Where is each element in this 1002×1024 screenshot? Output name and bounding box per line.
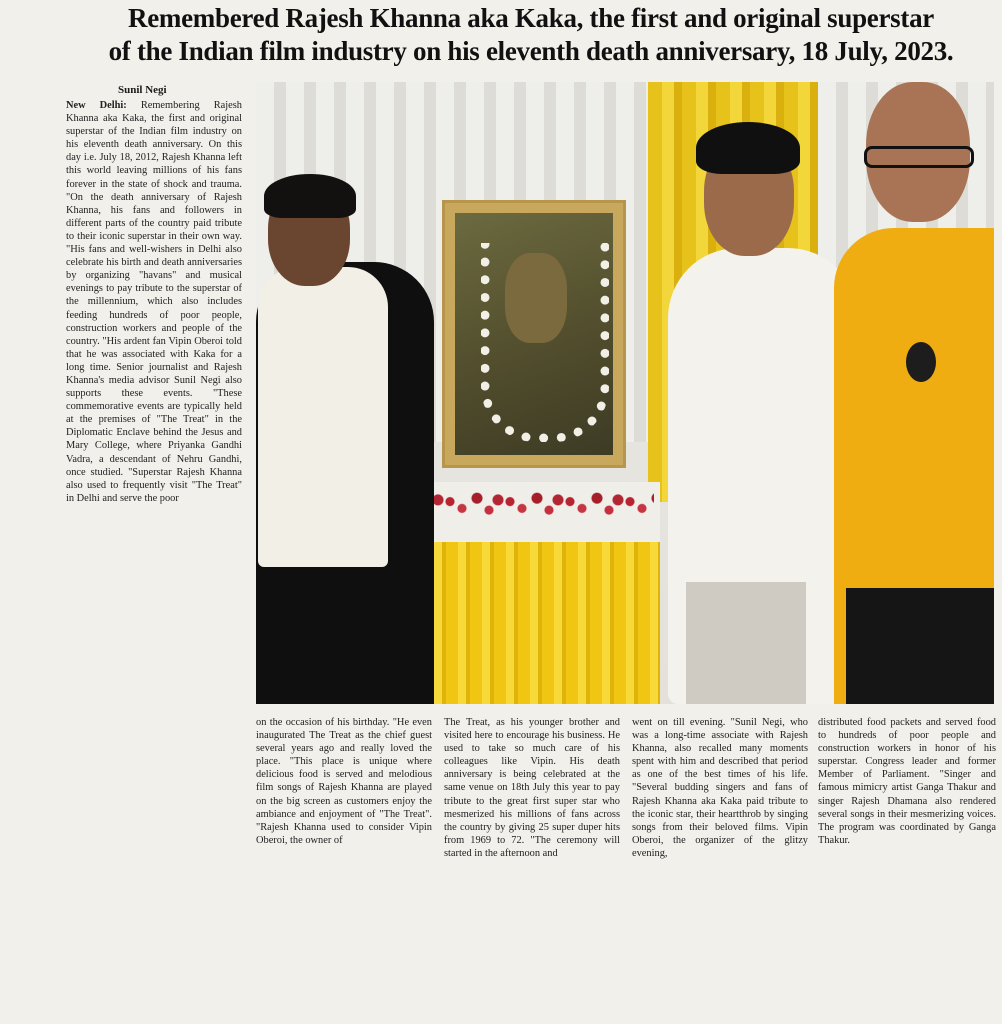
- person-3-badge: [906, 342, 936, 382]
- person-1-vest: [258, 267, 388, 567]
- portrait: [455, 213, 613, 455]
- article-column-3: The Treat, as his younger brother and visited here to encourage his business. He used to take so much care of his colleagues like Vipin. His death anniversary is being celebrated at the same venue on 18th July this year to pay tribute to the great first super star who mesmerized his millions of fans across the country by giving 25 super duper hits from 1969 to 72. "The ceremony will started in the afternoon and: [444, 717, 620, 859]
- person-2-legs: [686, 582, 806, 704]
- article-column-1-text: Remembering Rajesh Khanna aka Kaka, the first and original superstar of the Indian film industry on his eleventh death anniversary. On this day i.e. July 18, 2012, Rajesh Khanna left this world leaving millions of his fans forever in the state of shock and trauma. "On the death anniversary of Rajesh Khanna, his fans and followers in different parts of the country paid tribute to their iconic superstar in their own way. "His fans and well-wishers in Delhi also celebrate his birth and death anniversaries by organizing "havans" and musical evenings to pay tribute to the superstar of the millennium, which also includes feeding hundreds of poor people, construction workers and people of the country. "His ardent fan Vipin Oberoi told that he was associated with Kaka for a long time. Senior journalist and Rajesh Khanna's media advisor Sunil Negi also supports these events. "These commemorative events are typically held at the premises of "The Treat" in the Diplomatic Enclave behind the Jesus and Mary College, where Priyanka Gandhi Vadra, a descendant of Nehru Gandhi, once studied. "Superstar Rajesh Khanna also used to frequently visit "The Treat" in Delhi and serve the poor: [66, 100, 242, 504]
- article-column-1: [66, 99, 242, 1023]
- headline: [60, 2, 1002, 68]
- dateline: New Delhi:: [66, 100, 127, 111]
- article-column-5: distributed food packets and served food to hundreds of poor people and construction workers in honor of his superstar. Congress leader and former Member of Parliament. "Singer and famous mimicry artist Ganga Thakur and singer Rajesh Dhamana also rendered several songs in their mesmerizing voices. The program was coordinated by Ganga Thakur.: [818, 717, 996, 846]
- person-2-hair: [696, 122, 800, 174]
- event-photo: [256, 82, 994, 704]
- person-3-pants: [846, 588, 994, 704]
- article-column-2: on the occasion of his birthday. "He even inaugurated The Treat as the chief guest several years ago and really loved the place. "This place is unique where delicious food is served and melodious film songs of Rajesh Khanna are played on the big screen as customers enjoy the ambiance and enjoyment of "The Treat". "Rajesh Khanna used to consider Vipin Oberoi, the owner of: [256, 717, 432, 846]
- person-1-hair: [264, 174, 356, 218]
- byline: Sunil Negi: [118, 84, 167, 96]
- portrait-frame: [442, 200, 626, 468]
- flower-garland: [481, 243, 609, 442]
- person-3-glasses: [864, 146, 974, 168]
- article-column-4: went on till evening. "Sunil Negi, who was a long-time associate with Rajesh Khanna, also recalled many moments spent with him and described that period as one of the best times of his life. "Several budding singers and fans of Rajesh Khanna aka Kaka paid tribute to the iconic star, their heartthrob by singing songs from their beloved films. Vipin Oberoi, the organizer of the glitzy evening,: [632, 717, 808, 859]
- headline-line-2: of the Indian film industry on his eleventh death anniversary, 18 July, 2023.: [108, 36, 954, 66]
- headline-line-1: Remembered Rajesh Khanna aka Kaka, the first and original superstar: [128, 3, 934, 33]
